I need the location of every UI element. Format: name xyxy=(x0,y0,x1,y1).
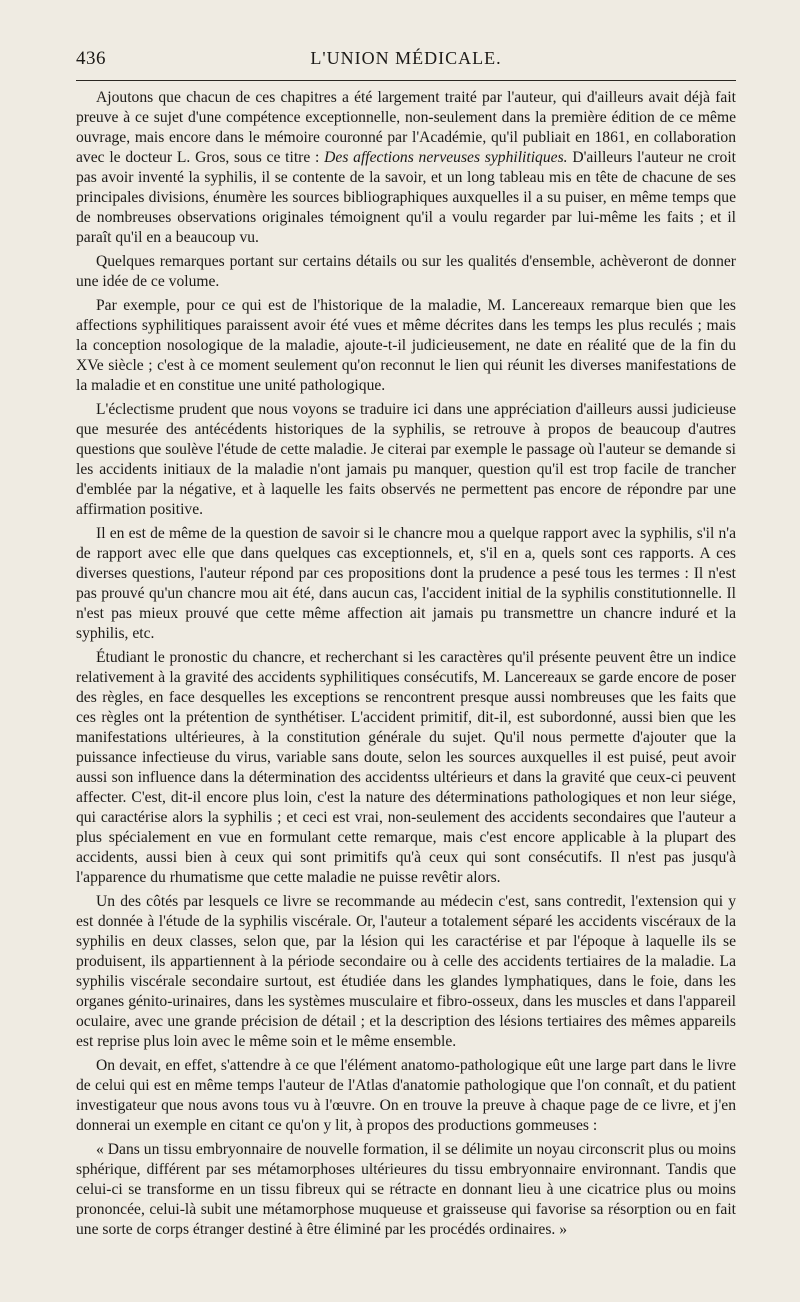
page-header xyxy=(76,48,736,76)
paragraph-1 xyxy=(76,88,736,248)
article-body xyxy=(76,88,736,1240)
paragraph-1-text-a: Ajoutons que chacun de ces chapitres a été largement traité par l'auteur, qui d'ailleurs avait déjà fait preuve à ce sujet d'une compétence exceptionnelle, non-seulement dans la première édition de ce même ouvrage, mais encore dans le mémoire couronné par l'Académie, qu'il publiait en 1861, en collaboration avec le docteur L. Gros, sous ce titre : xyxy=(76,89,736,166)
paragraph-1-text-b: D'ailleurs l'auteur ne croit pas avoir inventé la syphilis, il se contente de la savoir, et un long tableau mis en tête de chacune de ses principales divisions, énumère les sources bibliographiques auxquelles il a su puiser, en même temps que de nombreuses observations originales témoignent qu'il a voulu regarder par lui-même les faits ; et il paraît qu'il en a beaucoup vu. xyxy=(76,149,736,246)
header-rule xyxy=(76,80,736,81)
paragraph-5: Il en est de même de la question de savoir si le chancre mou a quelque rapport avec la syphilis, s'il n'a de rapport avec elle que dans quelques cas exceptionnels, et, s'il en a, quels sont ces rapports. A ces diverses questions, l'auteur répond par ces propositions dont la prudence a pesé tous les termes : Il n'est pas prouvé qu'un chancre mou ait été, dans aucun cas, l'accident initial de la syphilis constitutionnelle. Il n'est pas mieux prouvé que cette même affection ait jamais pu transmettre un chancre induré et la syphilis, etc. xyxy=(76,525,736,642)
paragraph-4: L'éclectisme prudent que nous voyons se traduire ici dans une appréciation d'ailleurs aussi judicieuse que mesurée des antécédents historiques de la syphilis, se retrouve à propos de beaucoup d'autres questions que soulève l'étude de cette maladie. Je citerai par exemple le passage où l'auteur se demande si les accidents initiaux de la maladie n'ont jamais pu manquer, question qu'il est trop facile de trancher d'emblée par la négative, et à laquelle les faits observés ne permettent pas encore de répondre par une affirmation positive. xyxy=(76,401,736,518)
paragraph-8: On devait, en effet, s'attendre à ce que l'élément anatomo-pathologique eût une large part dans le livre de celui qui est en même temps l'auteur de l'Atlas d'anatomie pathologique que l'on connaît, et du patient investigateur que nous avons tous vu à l'œuvre. On en trouve la preuve à chaque page de ce livre, et j'en donnerai un exemple en citant ce qu'on y lit, à propos des productions gommeuses : xyxy=(76,1057,736,1134)
paragraph-6: Étudiant le pronostic du chancre, et recherchant si les caractères qu'il présente peuvent être un indice relativement à la gravité des accidents syphilitiques consécutifs, M. Lancereaux se garde encore de poser des règles, en face desquelles les exceptions se rencontrent presque aussi nombreuses que les faits que ces règles ont la prétention de synthétiser. L'accident primitif, dit-il, est subordonné, aussi bien que les manifestations ultérieures, à la constitution générale du sujet. Qu'il nous permette d'ajouter que la puissance infectieuse du virus, variable sans doute, selon les sources auxquelles il est puisé, peut avoir aussi son influence dans la détermination des accidentss ultérieurs et dans la gravité que ceux-ci peuvent affecter. C'est, dit-il encore plus loin, c'est la nature des déterminations pathologiques et non leur siége, qui caractérise alors la syphilis ; et ceci est vrai, non-seulement des accidents secondaires que l'auteur a plus spécialement en vue en formulant cette remarque, mais c'est encore applicable à la plupart des accidents, aussi bien à ceux qui sont primitifs qu'à ceux qui sont consécutifs. Il n'est pas jusqu'à l'apparence du rhumatisme que cette maladie ne puisse revêtir alors. xyxy=(76,649,736,886)
running-title: L'UNION MÉDICALE. xyxy=(310,48,502,68)
paragraph-3: Par exemple, pour ce qui est de l'historique de la maladie, M. Lancereaux remarque bien que les affections syphilitiques paraissent avoir été vues et même décrites dans les temps les plus reculés ; mais la conception nosologique de la maladie, ajoute-t-il judicieusement, ne date en réalité que de la fin du XVe siècle ; c'est à ce moment seulement qu'on reconnut le lien qui réunit les diverses manifestations de la maladie et en constitue une unité pathologique. xyxy=(76,297,736,394)
page-number: 436 xyxy=(76,48,106,69)
paragraph-2: Quelques remarques portant sur certains détails ou sur les qualités d'ensemble, achèveront de donner une idée de ce volume. xyxy=(76,253,736,290)
paragraph-7: Un des côtés par lesquels ce livre se recommande au médecin c'est, sans contredit, l'extension qui y est donnée à l'étude de la syphilis viscérale. Or, l'auteur a totalement séparé les accidents viscéraux de la syphilis en deux classes, selon que, par la lésion qui les caractérise et par l'époque à laquelle ils se produisent, ils appartiennent à la période secondaire ou à celle des accidents tertiaires de la maladie. La syphilis viscérale secondaire surtout, est étudiée dans les glandes lymphatiques, dans le foie, dans les organes génito-urinaires, dans les systèmes musculaire et fibro-osseux, dans les muscles et dans l'appareil oculaire, avec une grande précision de détail ; et la description des lésions tertiaires des mêmes appareils est reprise plus loin avec le même soin et le même ensemble. xyxy=(76,893,736,1050)
quotation-paragraph: « Dans un tissu embryonnaire de nouvelle formation, il se délimite un noyau circonscrit plus ou moins sphérique, différent par ses métamorphoses ultérieures du tissu embryonnaire environnant. Tandis que celui-ci se transforme en un tissu fibreux qui se rétracte en donnant lieu à une cicatrice plus ou moins prononcée, celui-là subit une métamorphose muqueuse et graisseuse qui favorise sa résorption ou en fait une sorte de corps étranger destiné à être éliminé par les procédés ordinaires. » xyxy=(76,1141,736,1238)
book-title-citation: Des affections nerveuses syphilitiques. xyxy=(324,149,568,166)
